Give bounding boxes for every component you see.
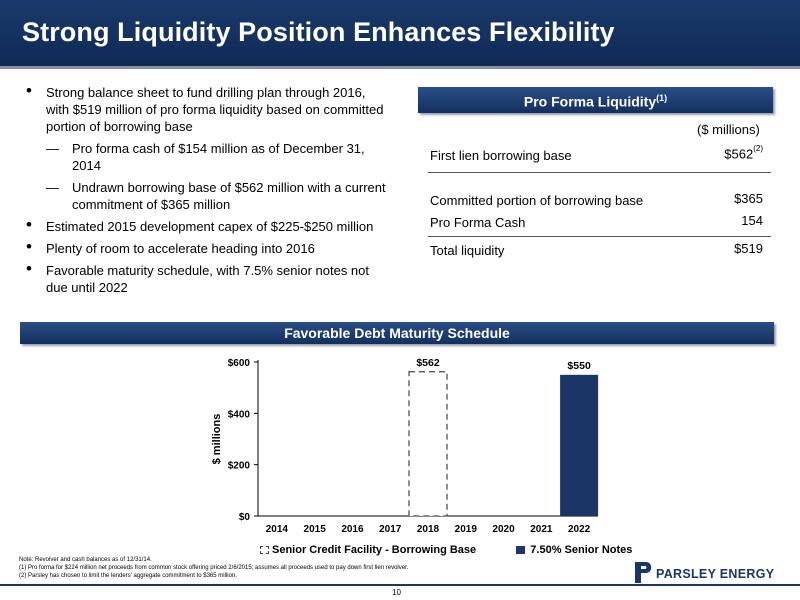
liquidity-units: ($ millions) bbox=[697, 122, 760, 137]
liquidity-header bbox=[418, 87, 773, 113]
x-tick-label: 2021 bbox=[530, 524, 553, 535]
title-rule bbox=[0, 66, 800, 69]
company-logo bbox=[634, 561, 794, 585]
debt-maturity-chart bbox=[0, 340, 800, 540]
title-bar bbox=[0, 0, 800, 66]
y-tick-label: $600 bbox=[227, 358, 250, 369]
data-label: $550 bbox=[567, 359, 591, 372]
x-tick-label: 2018 bbox=[416, 524, 440, 535]
footnotes bbox=[19, 556, 408, 580]
legend-swatch-dashed bbox=[260, 546, 269, 554]
footnote-2: (2) Parsley has chosen to limit the lenders' aggregate commitment to $365 million. bbox=[19, 573, 237, 579]
y-axis-label: $ millions bbox=[211, 413, 223, 465]
table-row bbox=[428, 211, 771, 237]
bar-credit-facility bbox=[409, 372, 447, 516]
y-tick-label: $400 bbox=[227, 409, 250, 421]
table-row bbox=[428, 185, 771, 211]
sub-bullet-borrowing-base: — Undrawn borrowing base of $562 million with a current commitment of $365 million bbox=[22, 179, 392, 213]
page-title: Strong Liquidity Position Enhances Flexibility bbox=[22, 17, 615, 47]
x-tick-label: 2017 bbox=[379, 524, 402, 535]
x-tick-label: 2014 bbox=[265, 524, 289, 535]
bullet-accelerate: • Plenty of room to accelerate heading into 2016 bbox=[22, 240, 392, 257]
page-number: 10 bbox=[392, 588, 401, 597]
row-value: $519 bbox=[734, 241, 763, 256]
table-row bbox=[428, 140, 771, 166]
x-tick-label: 2015 bbox=[303, 524, 326, 535]
x-tick-label: 2020 bbox=[492, 524, 515, 535]
liquidity-header-text: Pro Forma Liquidity bbox=[523, 93, 657, 110]
footnote-1: (1) Pro forma for $224 million net proceeds from common stock offering priced 2/6/2015; assumes all proceeds used to pay down first lien revolver. bbox=[19, 565, 409, 571]
x-tick-label: 2019 bbox=[454, 524, 477, 535]
y-tick-label: $200 bbox=[227, 460, 250, 472]
maturity-header-text: Favorable Debt Maturity Schedule bbox=[284, 325, 510, 341]
y-tick-label: $0 bbox=[238, 512, 250, 523]
chart-legend bbox=[260, 544, 632, 556]
sub-bullet-cash: — Pro forma cash of $154 million as of December 31, 2014 bbox=[22, 140, 392, 174]
row-value: 154 bbox=[741, 213, 763, 228]
logo-text: PARSLEY ENERGY bbox=[656, 567, 775, 581]
footnote-note: Note: Revolver and cash balances as of 12/31/14. bbox=[19, 557, 152, 563]
row-label: First lien borrowing base bbox=[430, 148, 572, 163]
row-footnote: (2) bbox=[753, 144, 763, 153]
bullet-list bbox=[22, 84, 392, 301]
table-row bbox=[428, 237, 771, 263]
bullet-capex: • Estimated 2015 development capex of $225-$250 million bbox=[22, 218, 392, 235]
bar-senior-notes bbox=[560, 375, 598, 516]
bullet-balance-sheet: • Strong balance sheet to fund drilling plan through 2016, with $519 million of pro forma liquidity based on committed portion of borrowing base bbox=[22, 84, 392, 135]
legend-label-credit-facility: Senior Credit Facility - Borrowing Base bbox=[272, 544, 477, 557]
row-value: $365 bbox=[734, 191, 763, 206]
liquidity-table bbox=[428, 140, 771, 263]
liquidity-header-footnote: (1) bbox=[656, 93, 668, 103]
parsley-logo-icon bbox=[634, 561, 654, 584]
x-tick-label: 2016 bbox=[341, 524, 364, 535]
row-label: Committed portion of borrowing base bbox=[430, 193, 644, 208]
row-value: $562$^{(2)}$ bbox=[724, 144, 763, 162]
data-label: $562 bbox=[416, 356, 440, 369]
legend-swatch-solid bbox=[516, 546, 525, 554]
row-label: Pro Forma Cash bbox=[430, 215, 526, 230]
legend-label-senior-notes: 7.50% Senior Notes bbox=[530, 544, 633, 557]
bullet-maturity: • Favorable maturity schedule, with 7.5% senior notes not due until 2022 bbox=[22, 262, 392, 296]
footer-rule bbox=[0, 584, 800, 586]
x-tick-label: 2022 bbox=[567, 524, 591, 535]
row-label: Total liquidity bbox=[430, 243, 505, 258]
